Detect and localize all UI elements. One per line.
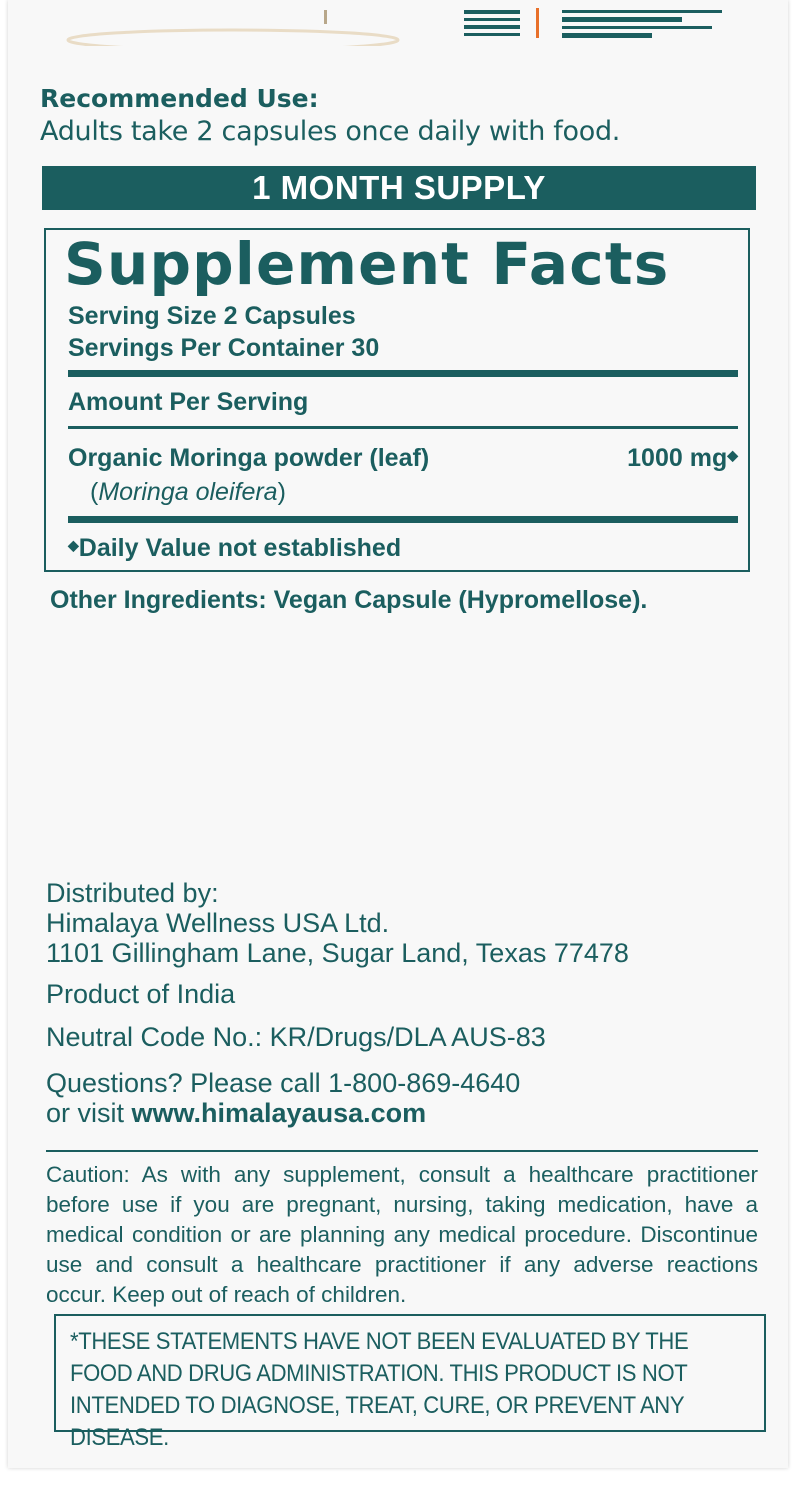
distributor-address: 1101 Gillingham Lane, Sugar Land, Texas 77478: [46, 938, 629, 968]
ingredient-amount-row: [627, 444, 738, 473]
daily-value-footnote: Daily Value not established: [78, 534, 402, 562]
distributor-company: Himalaya Wellness USA Ltd.: [46, 908, 390, 938]
ingredient-latin-name: Moringa oleifera: [98, 478, 278, 506]
logo-partial-graphic: [68, 30, 398, 46]
visit-line: [46, 1098, 426, 1129]
footnote-diamond-icon: ◆: [68, 537, 79, 553]
thin-rule: [68, 426, 738, 429]
package-panel: [8, 0, 788, 1468]
fda-disclaimer-text: *THESE STATEMENTS HAVE NOT BEEN EVALUATED BY THE FOOD AND DRUG ADMINISTRATION. THIS PRODUCT IS NOT INTENDED TO DIAGNOSE, TREAT, CURE, OR PREVENT ANY DISEASE.: [70, 1328, 689, 1451]
latin-open-paren: (: [90, 478, 99, 506]
servings-per-container: Servings Per Container 30: [68, 334, 380, 362]
top-artwork-strip: [8, 0, 788, 46]
serving-size: Serving Size 2 Capsules: [68, 302, 356, 330]
daily-value-footnote-row: [68, 534, 401, 563]
top-orange-divider: [536, 8, 539, 38]
product-origin: Product of India: [46, 979, 236, 1009]
neutral-code: Neutral Code No.: KR/Drugs/DLA AUS-83: [46, 1022, 546, 1052]
supplement-facts-panel: [44, 228, 750, 572]
ingredient-latin-row: [90, 478, 286, 507]
thick-rule-1: [68, 370, 738, 377]
ingredient-name: Organic Moringa powder (leaf): [68, 444, 430, 472]
visit-prefix: or visit: [46, 1098, 132, 1128]
caution-text: Caution: As with any supplement, consult a healthcare practitioner before use if you are pregnant, nursing, taking medication, have a medical condition or are planning any medical procedure. Discontinue use and consult a healthcare practitioner if any adverse reactions occur. Keep out of reach of children.: [46, 1162, 758, 1307]
latin-close-paren: ): [277, 478, 286, 506]
recommended-use-heading: Recommended Use:: [40, 84, 319, 113]
thick-rule-2: [68, 516, 738, 523]
daily-value-diamond-icon: ◆: [727, 447, 738, 463]
distributed-by-label: Distributed by:: [46, 878, 219, 908]
caution-divider: [46, 1150, 758, 1152]
ingredient-amount: 1000 mg: [627, 444, 728, 472]
other-ingredients: Other Ingredients: Vegan Capsule (Hypromellose).: [50, 586, 648, 614]
questions-phone: Questions? Please call 1-800-869-4640: [46, 1068, 521, 1098]
supply-band: 1 MONTH SUPPLY: [42, 166, 756, 210]
amount-per-serving-header: Amount Per Serving: [68, 388, 309, 416]
logo-mark-partial: [324, 10, 327, 24]
recommended-use-text: Adults take 2 capsules once daily with food.: [40, 116, 621, 147]
fda-disclaimer-box: [54, 1314, 766, 1451]
top-barcode-fragments: [464, 10, 722, 38]
website-link[interactable]: www.himalayausa.com: [131, 1098, 427, 1128]
supplement-facts-title: Supplement Facts: [64, 230, 670, 298]
